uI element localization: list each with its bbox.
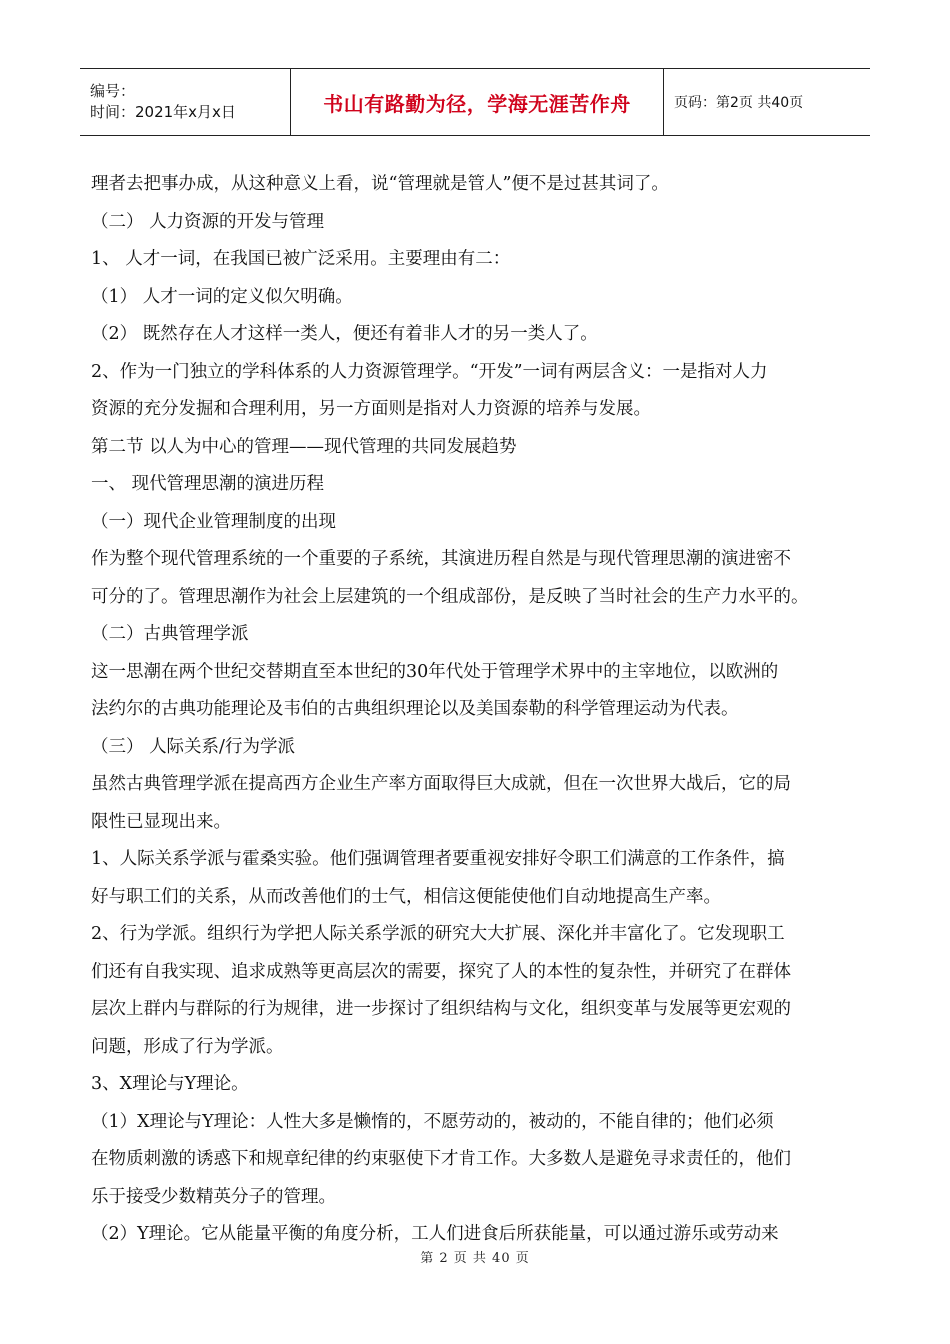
page-header bbox=[80, 68, 870, 136]
header-page-code: 页码：第2页 共40页 bbox=[664, 69, 871, 136]
section-heading: 第二节 以人为中心的管理——现代管理的共同发展趋势 bbox=[91, 436, 517, 457]
text-line: 理者去把事办成，从这种意义上看，说“管理就是管人”便不是过甚其词了。 bbox=[91, 174, 669, 194]
section-heading: 一、 现代管理思潮的演进历程 bbox=[91, 474, 325, 494]
text-line: （2）Y理论。它从能量平衡的角度分析，工人们进食后所获能量，可以通过游乐或劳动来 bbox=[91, 1224, 779, 1244]
text-line: 可分的了。管理思潮作为社会上层建筑的一个组成部份，是反映了当时社会的生产力水平的。 bbox=[91, 586, 809, 607]
body-text bbox=[91, 166, 863, 1254]
text-line: 乐于接受少数精英分子的管理。 bbox=[91, 1186, 336, 1207]
section-heading: （二） 人力资源的开发与管理 bbox=[91, 211, 325, 232]
text-line: 这一思潮在两个世纪交替期直至本世纪的30年代处于管理学术界中的主宰地位，以欧洲的 bbox=[91, 661, 779, 682]
text-line: 问题，形成了行为学派。 bbox=[91, 1036, 284, 1057]
header-motto: 书山有路勤为径，学海无涯苦作舟 bbox=[291, 69, 664, 136]
text-line: 限性已显现出来。 bbox=[91, 811, 231, 832]
text-line: （2） 既然存在人才这样一类人，便还有着非人才的另一类人了。 bbox=[91, 324, 598, 344]
date-line: 时间：2021年x月x日 bbox=[90, 103, 236, 121]
text-line: 1、 人才一词，在我国已被广泛采用。主要理由有二： bbox=[91, 249, 511, 269]
text-line: 在物质刺激的诱惑下和规章纪律的约束驱使下才肯工作。大多数人是避免寻求责任的，他们 bbox=[91, 1149, 791, 1169]
text-line: 1、人际关系学派与霍桑实验。他们强调管理者要重视安排好令职工们满意的工作条件，搞 bbox=[91, 849, 785, 869]
text-line: 法约尔的古典功能理论及韦伯的古典组织理论以及美国泰勒的科学管理运动为代表。 bbox=[91, 699, 739, 719]
text-line: 虽然古典管理学派在提高西方企业生产率方面取得巨大成就，但在一次世界大战后，它的局 bbox=[91, 774, 791, 794]
text-line: 2、作为一门独立的学科体系的人力资源管理学。“开发”一词有两层含义：一是指对人力 bbox=[91, 361, 768, 382]
text-line: 们还有自我实现、追求成熟等更高层次的需要，探究了人的本性的复杂性，并研究了在群体 bbox=[91, 961, 791, 982]
section-heading: （二）古典管理学派 bbox=[91, 624, 249, 644]
number-label: 编号： bbox=[90, 82, 136, 100]
text-line: 好与职工们的关系，从而改善他们的士气，相信这便能使他们自动地提高生产率。 bbox=[91, 886, 721, 907]
header-left-cell bbox=[80, 69, 291, 136]
text-line: 作为整个现代管理系统的一个重要的子系统，其演进历程自然是与现代管理思潮的演进密不 bbox=[91, 549, 791, 569]
text-line: （1）X理论与Y理论：人性大多是懒惰的，不愿劳动的，被动的，不能自律的；他们必须 bbox=[91, 1111, 774, 1132]
text-line: 3、X理论与Y理论。 bbox=[91, 1074, 249, 1094]
section-heading: （一）现代企业管理制度的出现 bbox=[91, 511, 336, 532]
text-line: 层次上群内与群际的行为规律，进一步探讨了组织结构与文化，组织变革与发展等更宏观的 bbox=[91, 999, 791, 1019]
section-heading: （三） 人际关系/行为学派 bbox=[91, 736, 295, 757]
page-footer: 第 2 页 共 40 页 bbox=[420, 1251, 530, 1266]
text-line: 资源的充分发掘和合理利用，另一方面则是指对人力资源的培养与发展。 bbox=[91, 399, 651, 419]
text-line: （1） 人才一词的定义似欠明确。 bbox=[91, 286, 353, 307]
text-line: 2、行为学派。组织行为学把人际关系学派的研究大大扩展、深化并丰富化了。它发现职工 bbox=[91, 924, 785, 944]
